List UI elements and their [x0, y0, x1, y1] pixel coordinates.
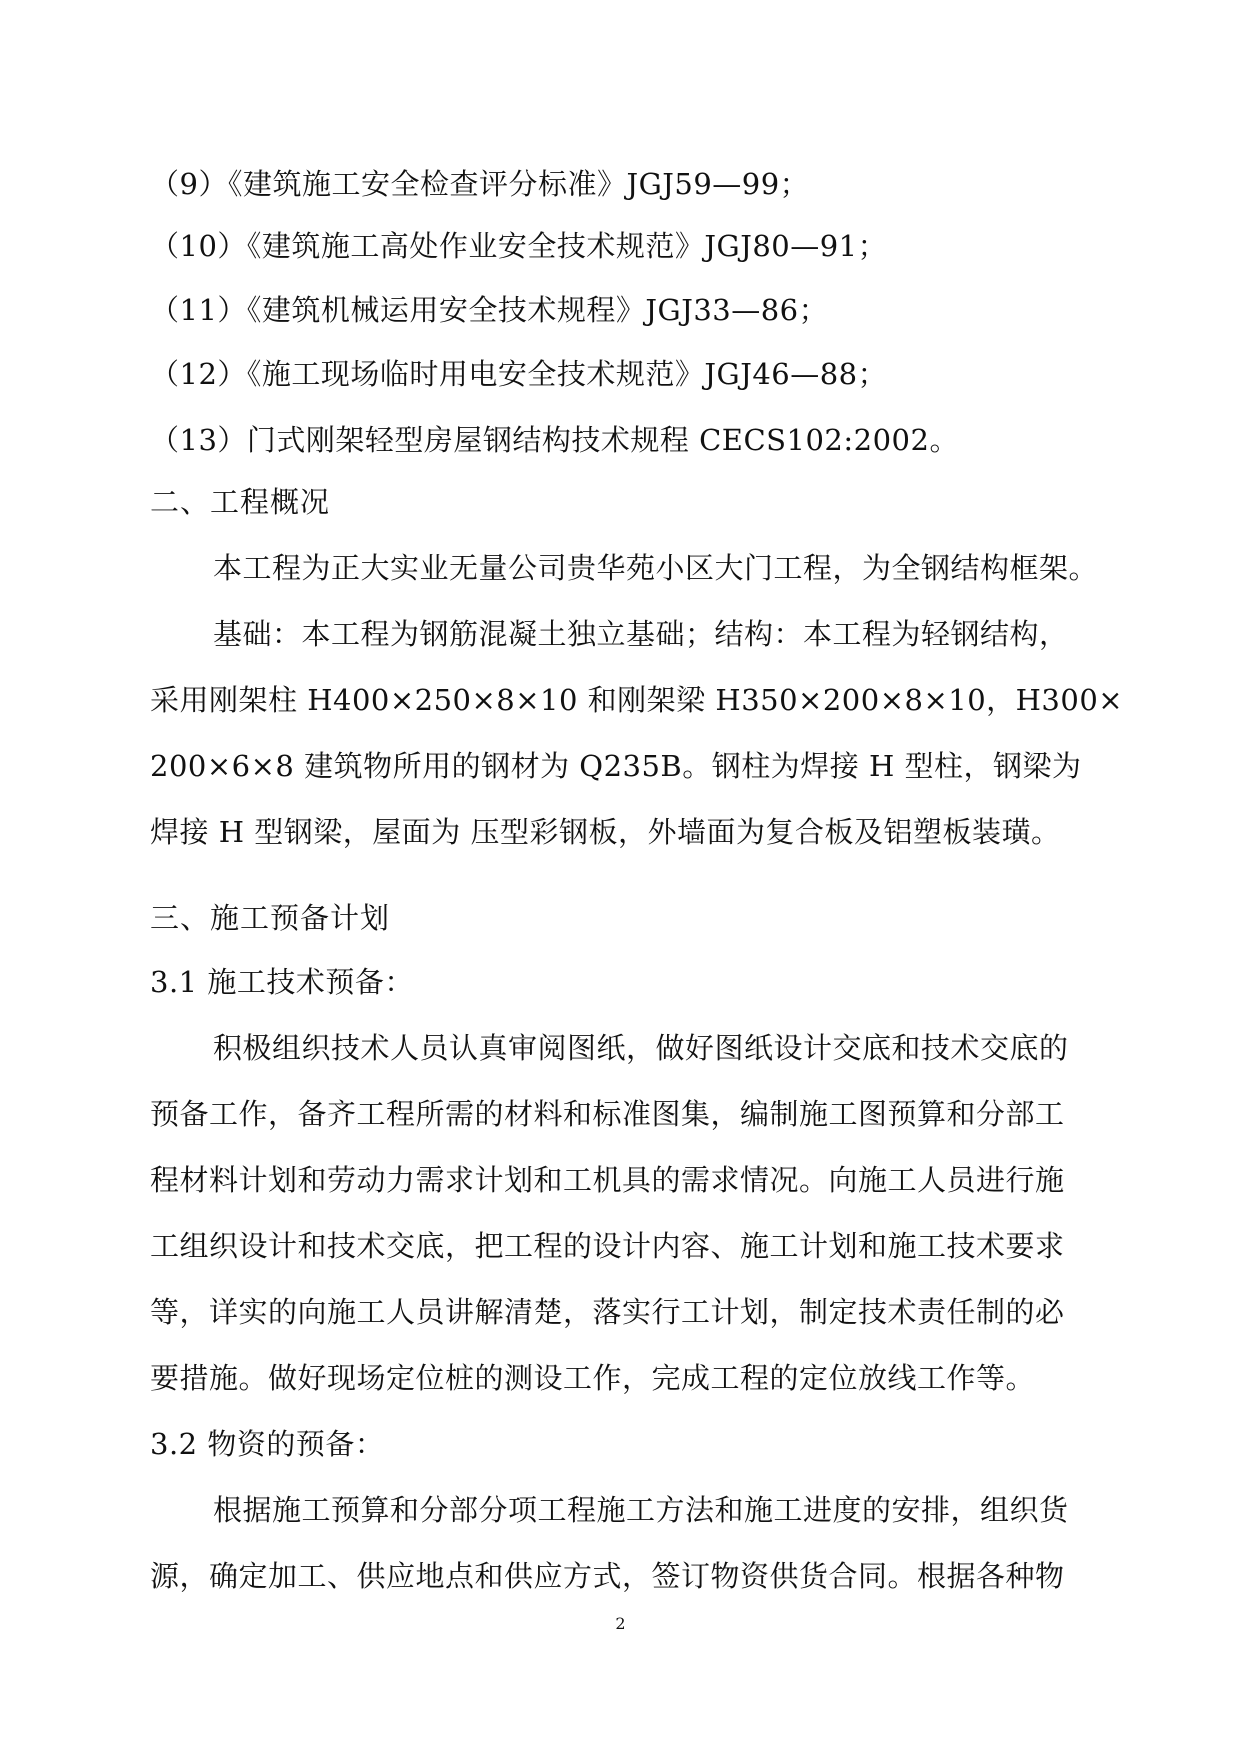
section-heading-preparation-plan: 三、施工预备计划	[150, 901, 391, 935]
subsection-heading-material-preparation: 3.2 物资的预备：	[150, 1427, 385, 1461]
paragraph-technical-line: 预备工作，备齐工程所需的材料和标准图集，编制施工图预算和分部工	[150, 1097, 1065, 1131]
paragraph-material-line: 源，确定加工、供应地点和供应方式，签订物资供货合同。根据各种物	[150, 1559, 1065, 1593]
paragraph-technical-line: 程材料计划和劳动力需求计划和工机具的需求情况。向施工人员进行施	[150, 1163, 1065, 1197]
paragraph-structure-line: 焊接 H 型钢梁，屋面为 压型彩钢板，外墙面为复合板及铝塑板装璜。	[150, 815, 1061, 849]
paragraph-technical-line: 要措施。做好现场定位桩的测设工作，完成工程的定位放线工作等。	[150, 1361, 1036, 1395]
page-number: 2	[615, 1614, 626, 1633]
paragraph-technical-line: 工组织设计和技术交底，把工程的设计内容、施工计划和施工技术要求	[150, 1229, 1065, 1263]
paragraph-technical-line: 等，详实的向施工人员讲解清楚，落实行工计划，制定技术责任制的必	[150, 1295, 1065, 1329]
paragraph-technical-line: 积极组织技术人员认真审阅图纸，做好图纸设计交底和技术交底的	[213, 1031, 1069, 1065]
subsection-heading-technical-preparation: 3.1 施工技术预备：	[150, 965, 414, 999]
paragraph-structure-line: 采用刚架柱 H400×250×8×10 和刚架梁 H350×200×8×10，H300×	[150, 683, 1124, 717]
paragraph-material-line: 根据施工预算和分部分项工程施工方法和施工进度的安排，组织货	[213, 1493, 1069, 1527]
paragraph-project-intro: 本工程为正大实业无量公司贵华苑小区大门工程，为全钢结构框架。	[213, 551, 1099, 585]
reference-item-9: （9）《建筑施工安全检查评分标准》JGJ59—99；	[150, 167, 810, 201]
reference-item-12: （12）《施工现场临时用电安全技术规范》JGJ46—88；	[150, 357, 888, 391]
paragraph-structure-line: 200×6×8 建筑物所用的钢材为 Q235B。钢柱为焊接 H 型柱，钢梁为	[150, 749, 1082, 783]
section-heading-project-overview: 二、工程概况	[150, 485, 331, 519]
reference-item-10: （10）《建筑施工高处作业安全技术规范》JGJ80—91；	[150, 229, 888, 263]
paragraph-structure-line: 基础：本工程为钢筋混凝土独立基础；结构：本工程为轻钢结构，	[213, 617, 1069, 651]
reference-item-11: （11）《建筑机械运用安全技术规程》JGJ33—86；	[150, 293, 829, 327]
reference-item-13: （13）门式刚架轻型房屋钢结构技术规程 CECS102:2002。	[150, 423, 959, 457]
